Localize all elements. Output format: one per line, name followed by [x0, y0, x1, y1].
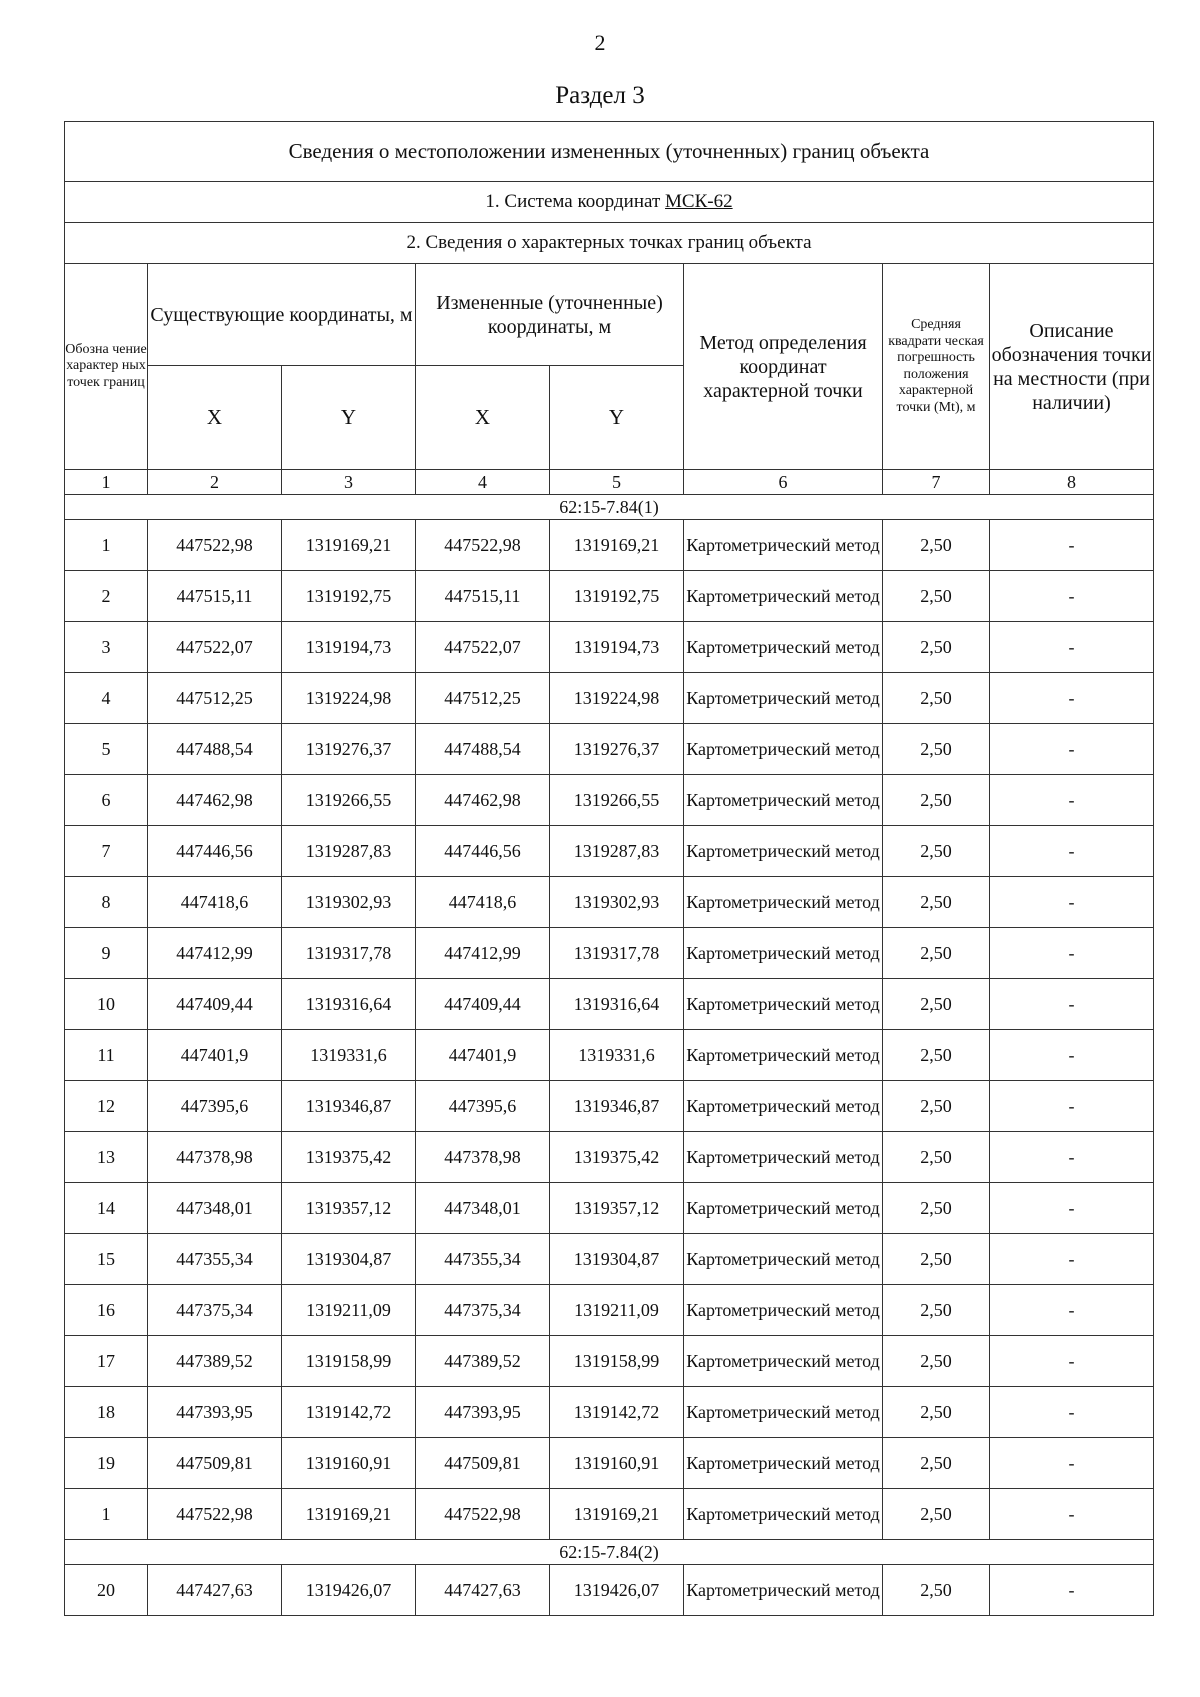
changed-x-cell: 447512,25 — [416, 673, 550, 724]
existing-x-cell: 447395,6 — [148, 1081, 282, 1132]
header-designation: Обозна чение характер ных точек границ — [65, 264, 148, 470]
error-cell: 2,50 — [883, 1081, 990, 1132]
existing-y-cell: 1319331,6 — [282, 1030, 416, 1081]
changed-y-cell: 1319331,6 — [550, 1030, 684, 1081]
existing-y-cell: 1319192,75 — [282, 571, 416, 622]
existing-y-cell: 1319158,99 — [282, 1336, 416, 1387]
group-row — [65, 495, 1154, 520]
changed-y-cell: 1319194,73 — [550, 622, 684, 673]
column-number: 5 — [550, 470, 684, 495]
existing-y-cell: 1319304,87 — [282, 1234, 416, 1285]
description-cell: - — [990, 673, 1154, 724]
changed-x-cell: 447515,11 — [416, 571, 550, 622]
existing-x-cell: 447412,99 — [148, 928, 282, 979]
existing-y-cell: 1319302,93 — [282, 877, 416, 928]
changed-y-cell: 1319346,87 — [550, 1081, 684, 1132]
point-number-cell: 5 — [65, 724, 148, 775]
table-row — [65, 1336, 1154, 1387]
column-number: 8 — [990, 470, 1154, 495]
changed-y-cell: 1319224,98 — [550, 673, 684, 724]
changed-x-cell: 447427,63 — [416, 1565, 550, 1616]
existing-y-cell: 1319211,09 — [282, 1285, 416, 1336]
error-cell: 2,50 — [883, 877, 990, 928]
existing-x-cell: 447375,34 — [148, 1285, 282, 1336]
point-number-cell: 10 — [65, 979, 148, 1030]
error-cell: 2,50 — [883, 1285, 990, 1336]
table-row — [65, 520, 1154, 571]
existing-x-cell: 447462,98 — [148, 775, 282, 826]
existing-y-cell: 1319375,42 — [282, 1132, 416, 1183]
changed-x-cell: 447393,95 — [416, 1387, 550, 1438]
coord-system-label: 1. Система координат — [485, 191, 666, 212]
changed-y-cell: 1319426,07 — [550, 1565, 684, 1616]
section-title: Раздел 3 — [555, 82, 645, 109]
method-cell: Картометрический метод — [684, 571, 883, 622]
table-row — [65, 1030, 1154, 1081]
changed-x-cell: 447418,6 — [416, 877, 550, 928]
method-cell: Картометрический метод — [684, 1565, 883, 1616]
method-cell: Картометрический метод — [684, 979, 883, 1030]
error-cell: 2,50 — [883, 520, 990, 571]
existing-y-cell: 1319317,78 — [282, 928, 416, 979]
method-cell: Картометрический метод — [684, 673, 883, 724]
error-cell: 2,50 — [883, 571, 990, 622]
error-cell: 2,50 — [883, 979, 990, 1030]
header-changed-y: Y — [550, 366, 684, 470]
changed-y-cell: 1319211,09 — [550, 1285, 684, 1336]
changed-x-cell: 447522,98 — [416, 520, 550, 571]
description-cell: - — [990, 520, 1154, 571]
error-cell: 2,50 — [883, 724, 990, 775]
method-cell: Картометрический метод — [684, 826, 883, 877]
coord-system-row — [65, 182, 1154, 223]
table-row — [65, 571, 1154, 622]
error-cell: 2,50 — [883, 622, 990, 673]
point-number-cell: 2 — [65, 571, 148, 622]
existing-x-cell: 447401,9 — [148, 1030, 282, 1081]
error-cell: 2,50 — [883, 1489, 990, 1540]
existing-y-cell: 1319287,83 — [282, 826, 416, 877]
existing-x-cell: 447348,01 — [148, 1183, 282, 1234]
table-row — [65, 1285, 1154, 1336]
header-changed-coordinates: Измененные (уточненные) координаты, м — [416, 264, 684, 366]
point-number-cell: 13 — [65, 1132, 148, 1183]
error-cell: 2,50 — [883, 1132, 990, 1183]
method-cell: Картометрический метод — [684, 877, 883, 928]
description-cell: - — [990, 1438, 1154, 1489]
description-cell: - — [990, 1565, 1154, 1616]
point-number-cell: 20 — [65, 1565, 148, 1616]
existing-y-cell: 1319316,64 — [282, 979, 416, 1030]
description-cell: - — [990, 877, 1154, 928]
table-row — [65, 775, 1154, 826]
changed-y-cell: 1319302,93 — [550, 877, 684, 928]
changed-x-cell: 447488,54 — [416, 724, 550, 775]
existing-x-cell: 447355,34 — [148, 1234, 282, 1285]
group-name: 62:15-7.84(2) — [65, 1540, 1154, 1565]
existing-x-cell: 447522,07 — [148, 622, 282, 673]
point-number-cell: 7 — [65, 826, 148, 877]
existing-y-cell: 1319169,21 — [282, 1489, 416, 1540]
changed-y-cell: 1319304,87 — [550, 1234, 684, 1285]
changed-y-cell: 1319169,21 — [550, 1489, 684, 1540]
changed-y-cell: 1319192,75 — [550, 571, 684, 622]
header-error: Средняя квадрати ческая погрешность положения характерной точки (Mt), м — [883, 264, 990, 470]
changed-x-cell: 447462,98 — [416, 775, 550, 826]
existing-y-cell: 1319357,12 — [282, 1183, 416, 1234]
table-row — [65, 928, 1154, 979]
description-cell: - — [990, 1081, 1154, 1132]
changed-x-cell: 447355,34 — [416, 1234, 550, 1285]
table-row — [65, 1183, 1154, 1234]
existing-y-cell: 1319169,21 — [282, 520, 416, 571]
table-row — [65, 1081, 1154, 1132]
boundary-points-table — [64, 121, 1154, 1616]
existing-x-cell: 447522,98 — [148, 1489, 282, 1540]
existing-y-cell: 1319276,37 — [282, 724, 416, 775]
error-cell: 2,50 — [883, 673, 990, 724]
changed-x-cell: 447509,81 — [416, 1438, 550, 1489]
point-number-cell: 3 — [65, 622, 148, 673]
page-number: 2 — [594, 30, 606, 55]
header-changed-x: X — [416, 366, 550, 470]
error-cell: 2,50 — [883, 826, 990, 877]
coord-system-value: МСК-62 — [665, 191, 733, 212]
table-row — [65, 877, 1154, 928]
description-cell: - — [990, 724, 1154, 775]
existing-x-cell: 447389,52 — [148, 1336, 282, 1387]
error-cell: 2,50 — [883, 1234, 990, 1285]
method-cell: Картометрический метод — [684, 520, 883, 571]
changed-y-cell: 1319357,12 — [550, 1183, 684, 1234]
table-row — [65, 724, 1154, 775]
table-row — [65, 826, 1154, 877]
table-row — [65, 622, 1154, 673]
existing-y-cell: 1319194,73 — [282, 622, 416, 673]
existing-x-cell: 447488,54 — [148, 724, 282, 775]
method-cell: Картометрический метод — [684, 724, 883, 775]
changed-x-cell: 447522,07 — [416, 622, 550, 673]
description-cell: - — [990, 1489, 1154, 1540]
point-number-cell: 19 — [65, 1438, 148, 1489]
description-cell: - — [990, 1336, 1154, 1387]
changed-y-cell: 1319317,78 — [550, 928, 684, 979]
existing-y-cell: 1319346,87 — [282, 1081, 416, 1132]
error-cell: 2,50 — [883, 1336, 990, 1387]
existing-x-cell: 447512,25 — [148, 673, 282, 724]
description-cell: - — [990, 775, 1154, 826]
existing-x-cell: 447427,63 — [148, 1565, 282, 1616]
method-cell: Картометрический метод — [684, 1438, 883, 1489]
existing-y-cell: 1319224,98 — [282, 673, 416, 724]
changed-y-cell: 1319158,99 — [550, 1336, 684, 1387]
changed-x-cell: 447412,99 — [416, 928, 550, 979]
group-row — [65, 1540, 1154, 1565]
point-number-cell: 6 — [65, 775, 148, 826]
existing-y-cell: 1319266,55 — [282, 775, 416, 826]
point-number-cell: 9 — [65, 928, 148, 979]
table-row — [65, 1489, 1154, 1540]
description-cell: - — [990, 1285, 1154, 1336]
method-cell: Картометрический метод — [684, 1132, 883, 1183]
changed-x-cell: 447378,98 — [416, 1132, 550, 1183]
changed-x-cell: 447375,34 — [416, 1285, 550, 1336]
description-cell: - — [990, 1183, 1154, 1234]
table-row — [65, 1565, 1154, 1616]
point-number-cell: 14 — [65, 1183, 148, 1234]
existing-x-cell: 447509,81 — [148, 1438, 282, 1489]
point-number-cell: 8 — [65, 877, 148, 928]
header-existing-x: X — [148, 366, 282, 470]
description-cell: - — [990, 826, 1154, 877]
description-cell: - — [990, 571, 1154, 622]
method-cell: Картометрический метод — [684, 1234, 883, 1285]
header-description: Описание обозначения точки на местности (при наличии) — [990, 264, 1154, 470]
method-cell: Картометрический метод — [684, 775, 883, 826]
existing-x-cell: 447446,56 — [148, 826, 282, 877]
point-number-cell: 1 — [65, 1489, 148, 1540]
changed-x-cell: 447522,98 — [416, 1489, 550, 1540]
changed-y-cell: 1319316,64 — [550, 979, 684, 1030]
column-number: 7 — [883, 470, 990, 495]
changed-y-cell: 1319266,55 — [550, 775, 684, 826]
changed-y-cell: 1319276,37 — [550, 724, 684, 775]
table-row — [65, 673, 1154, 724]
table-row — [65, 979, 1154, 1030]
existing-x-cell: 447418,6 — [148, 877, 282, 928]
error-cell: 2,50 — [883, 1565, 990, 1616]
method-cell: Картометрический метод — [684, 1081, 883, 1132]
error-cell: 2,50 — [883, 775, 990, 826]
header-existing-coordinates: Существующие координаты, м — [148, 264, 416, 366]
header-existing-y: Y — [282, 366, 416, 470]
point-number-cell: 17 — [65, 1336, 148, 1387]
group-name: 62:15-7.84(1) — [65, 495, 1154, 520]
table-row — [65, 1387, 1154, 1438]
method-cell: Картометрический метод — [684, 1387, 883, 1438]
method-cell: Картометрический метод — [684, 1030, 883, 1081]
error-cell: 2,50 — [883, 1387, 990, 1438]
changed-y-cell: 1319142,72 — [550, 1387, 684, 1438]
point-number-cell: 1 — [65, 520, 148, 571]
column-number: 6 — [684, 470, 883, 495]
method-cell: Картометрический метод — [684, 928, 883, 979]
changed-y-cell: 1319160,91 — [550, 1438, 684, 1489]
changed-y-cell: 1319287,83 — [550, 826, 684, 877]
point-number-cell: 16 — [65, 1285, 148, 1336]
description-cell: - — [990, 1387, 1154, 1438]
table-row — [65, 1438, 1154, 1489]
existing-y-cell: 1319426,07 — [282, 1565, 416, 1616]
table-title: Сведения о местоположении измененных (уточненных) границ объекта — [65, 122, 1154, 182]
point-number-cell: 12 — [65, 1081, 148, 1132]
table-row — [65, 1234, 1154, 1285]
method-cell: Картометрический метод — [684, 1489, 883, 1540]
existing-x-cell: 447522,98 — [148, 520, 282, 571]
description-cell: - — [990, 1132, 1154, 1183]
error-cell: 2,50 — [883, 1030, 990, 1081]
header-method: Метод определения координат характерной точки — [684, 264, 883, 470]
description-cell: - — [990, 1234, 1154, 1285]
method-cell: Картометрический метод — [684, 1285, 883, 1336]
point-number-cell: 15 — [65, 1234, 148, 1285]
existing-x-cell: 447409,44 — [148, 979, 282, 1030]
existing-x-cell: 447393,95 — [148, 1387, 282, 1438]
points-info-label: 2. Сведения о характерных точках границ объекта — [65, 223, 1154, 264]
description-cell: - — [990, 622, 1154, 673]
description-cell: - — [990, 928, 1154, 979]
point-number-cell: 4 — [65, 673, 148, 724]
description-cell: - — [990, 1030, 1154, 1081]
changed-x-cell: 447446,56 — [416, 826, 550, 877]
point-number-cell: 18 — [65, 1387, 148, 1438]
changed-x-cell: 447348,01 — [416, 1183, 550, 1234]
changed-x-cell: 447395,6 — [416, 1081, 550, 1132]
method-cell: Картометрический метод — [684, 1183, 883, 1234]
error-cell: 2,50 — [883, 1438, 990, 1489]
method-cell: Картометрический метод — [684, 622, 883, 673]
existing-x-cell: 447378,98 — [148, 1132, 282, 1183]
existing-y-cell: 1319160,91 — [282, 1438, 416, 1489]
description-cell: - — [990, 979, 1154, 1030]
table-row — [65, 1132, 1154, 1183]
method-cell: Картометрический метод — [684, 1336, 883, 1387]
changed-y-cell: 1319169,21 — [550, 520, 684, 571]
changed-x-cell: 447401,9 — [416, 1030, 550, 1081]
changed-x-cell: 447389,52 — [416, 1336, 550, 1387]
error-cell: 2,50 — [883, 928, 990, 979]
changed-y-cell: 1319375,42 — [550, 1132, 684, 1183]
column-number: 3 — [282, 470, 416, 495]
error-cell: 2,50 — [883, 1183, 990, 1234]
column-number: 1 — [65, 470, 148, 495]
point-number-cell: 11 — [65, 1030, 148, 1081]
column-number: 4 — [416, 470, 550, 495]
existing-x-cell: 447515,11 — [148, 571, 282, 622]
column-number: 2 — [148, 470, 282, 495]
changed-x-cell: 447409,44 — [416, 979, 550, 1030]
existing-y-cell: 1319142,72 — [282, 1387, 416, 1438]
